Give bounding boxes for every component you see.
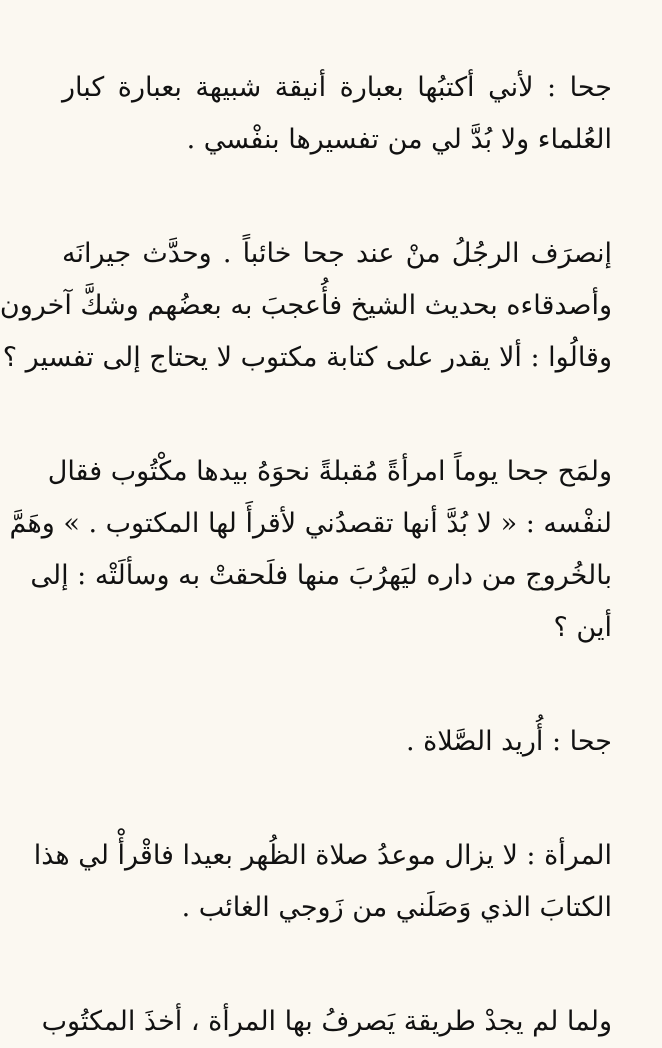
text-line: العُلماء ولا بُدَّ لي من تفسيرها بنفْسي . [186, 124, 612, 155]
text-line: المرأة : لا يزال موعدُ صلاة الظُهر بعيدا فاقْرأْ لي هذا [33, 840, 612, 871]
paragraph-woman-request [33, 830, 612, 934]
paragraph-juha-prayer [62, 716, 612, 768]
text-line: بالخُروج من داره ليَهرُبَ منها فلَحقتْ به وسألَتْه : إلى [30, 560, 612, 591]
paragraph-spacer [62, 934, 612, 996]
text-line: وقالُوا : ألا يقدر على كتابة مكتوب لا يحتاج إلى تفسير ؟ [2, 342, 612, 373]
text-line: ولمَح جحا يوماً امرأةً مُقبلةً نحوَهُ بيدها مكْتُوب فقال [47, 456, 612, 487]
text-line: لنفْسه : « لا بُدَّ أنها تقصدُني لأقرأَ لها المكتوب . » وهَمَّ [9, 508, 612, 539]
paragraph-woman-approaches [9, 446, 612, 654]
text-line: ولما لم يجدْ طريقة يَصرفُ بها المرأة ، أخذَ المكتُوب [41, 1006, 612, 1037]
paragraph-man-leaves [0, 228, 612, 384]
text-line: إنصرَف الرجُلُ منْ عند جحا خائباً . وحدَّث جيرانَه [62, 238, 612, 269]
text-line: وأصدقاءه بحديث الشيخ فأُعجبَ به بعضُهم وشكَّ آخرون [0, 290, 612, 321]
paragraph-spacer [62, 384, 612, 446]
text-line: الكتابَ الذي وَصَلَني من زَوجي الغائب . [181, 892, 612, 923]
text-line: جحا : أُريد الصَّلاة . [406, 726, 612, 757]
paragraph-spacer [62, 768, 612, 830]
paragraph-juha-reply [62, 62, 612, 166]
paragraph-spacer [62, 166, 612, 228]
paragraph-spacer [62, 654, 612, 716]
paragraph-takes-letter [41, 996, 612, 1048]
text-line: جحا : لأني أكتبُها بعبارة أنيقة شبيهة بعبارة كبار [62, 72, 612, 103]
text-line: أين ؟ [553, 612, 612, 643]
